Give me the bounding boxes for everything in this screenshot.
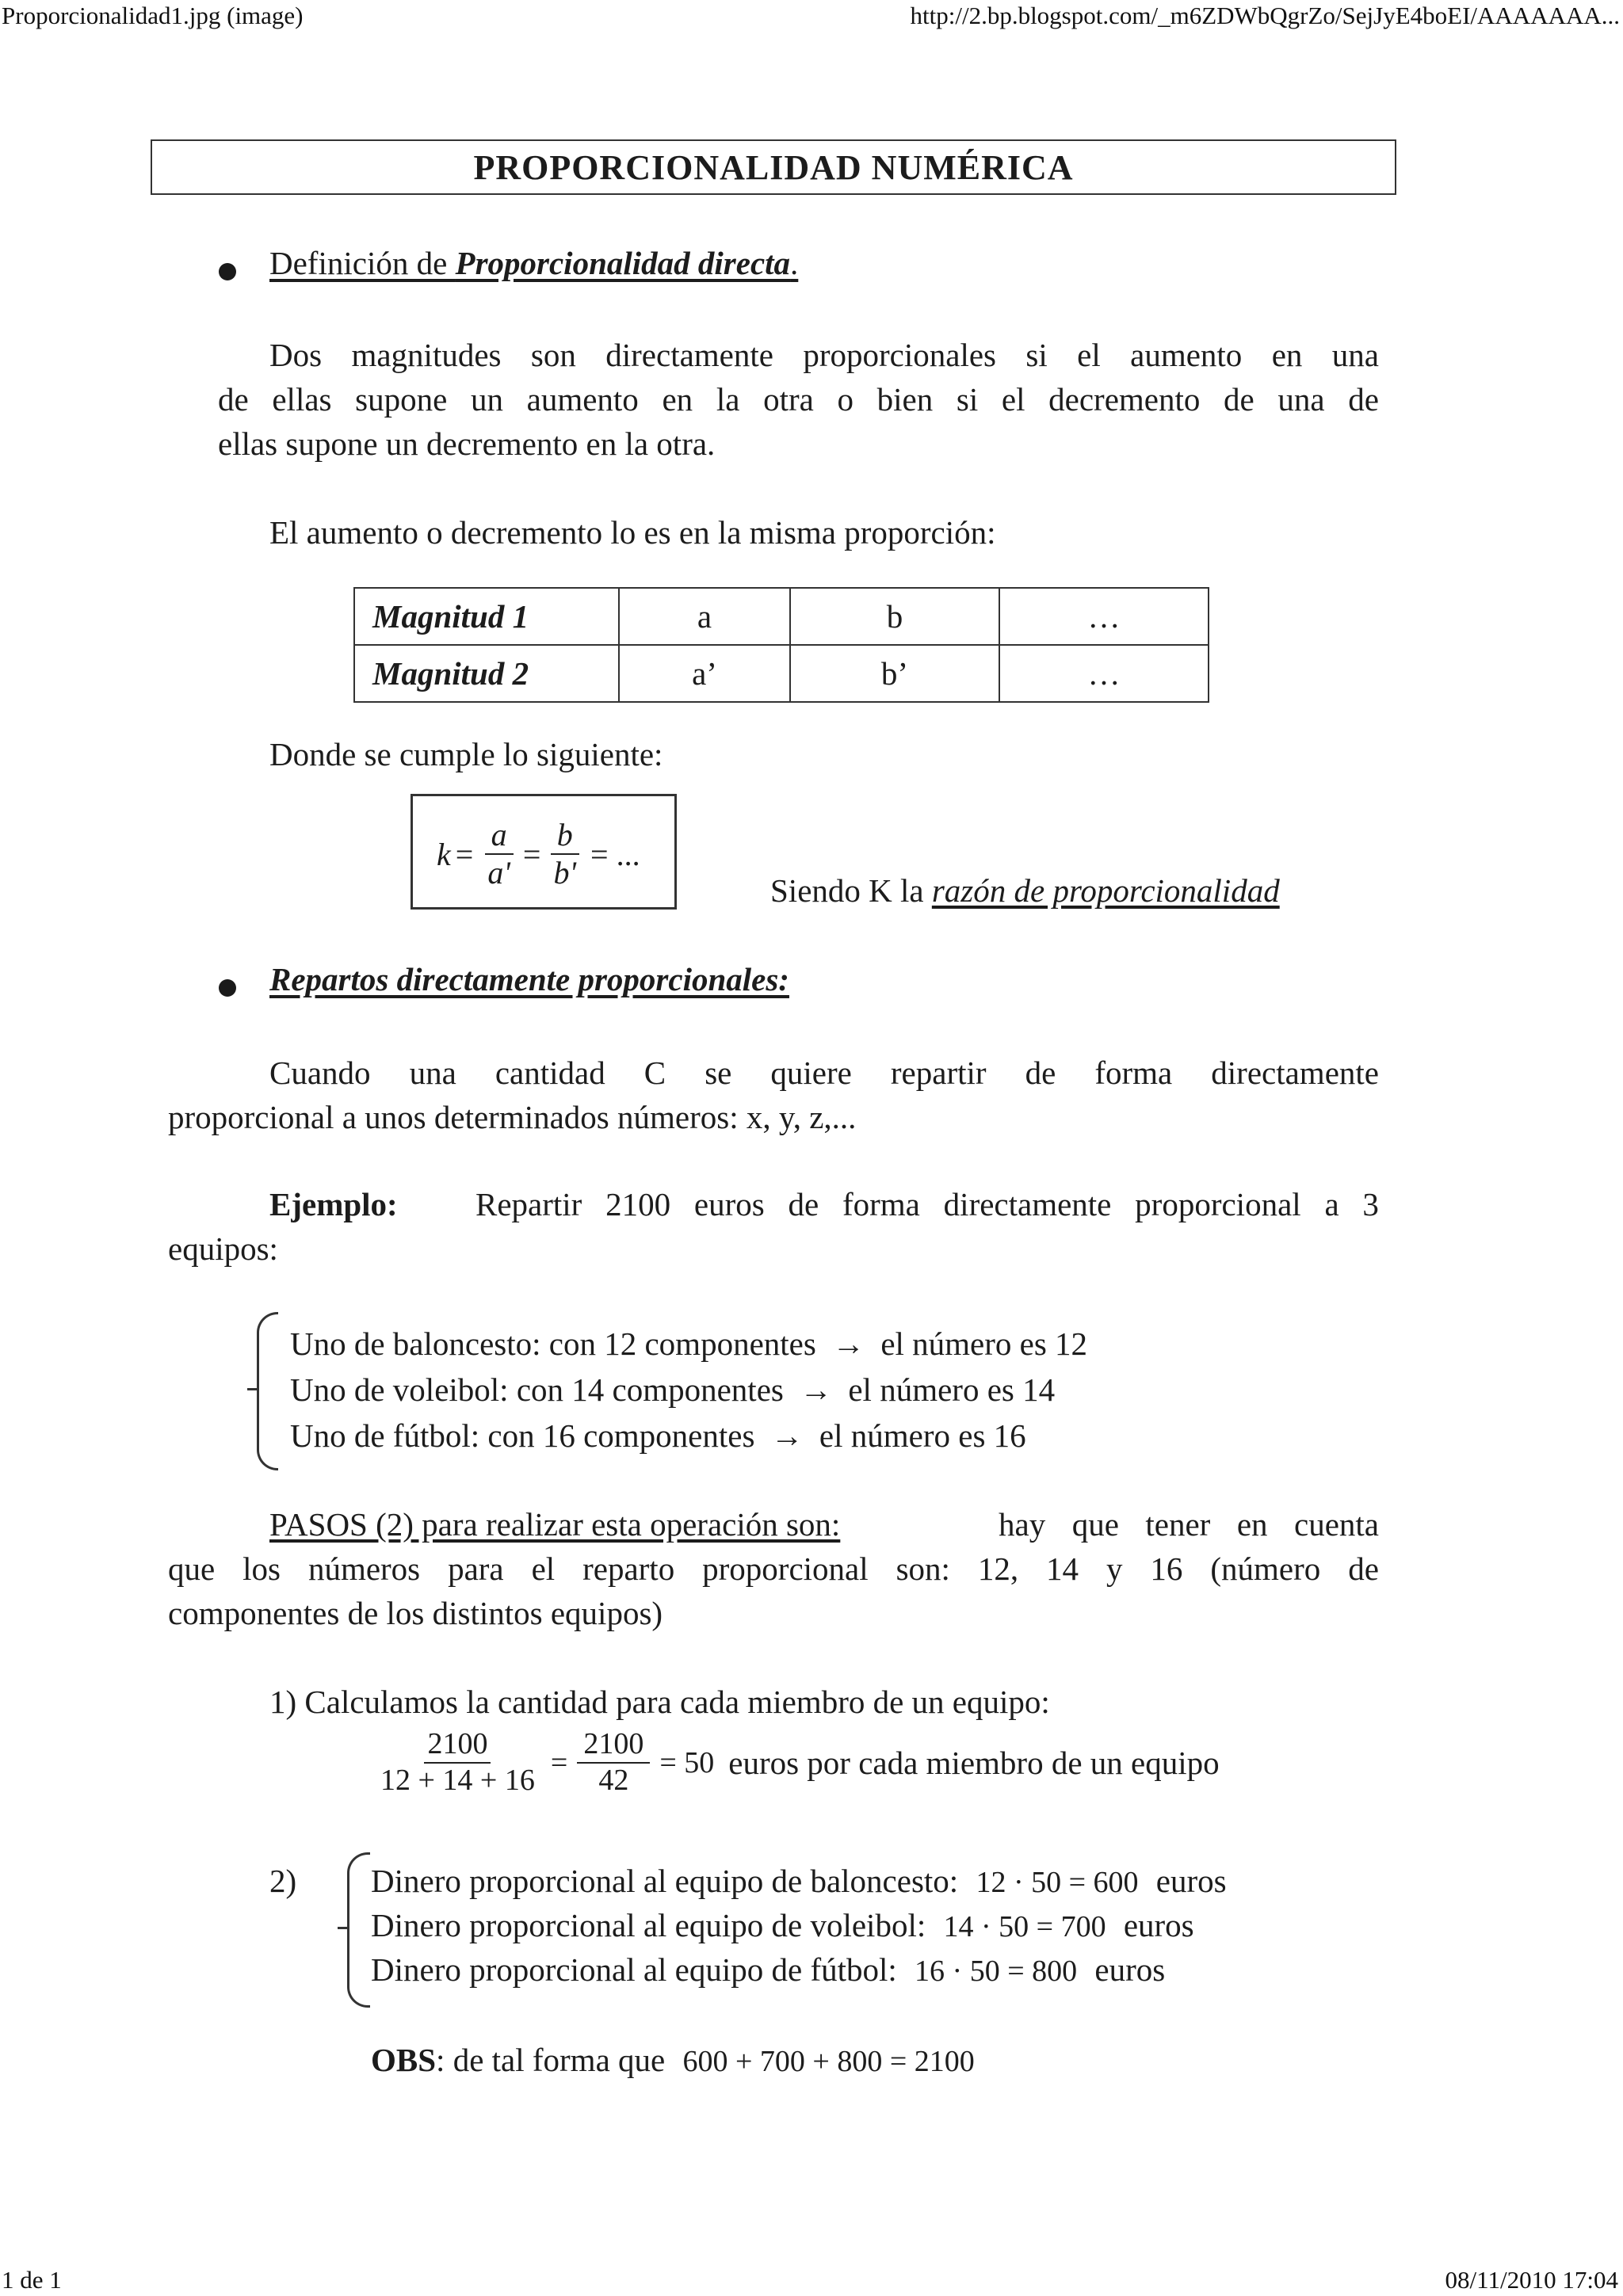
formula-numerator: b (551, 817, 579, 855)
obs-line (371, 2041, 975, 2079)
word: una (409, 1055, 456, 1091)
table-cell: … (999, 645, 1209, 702)
team-line-football (290, 1417, 1026, 1455)
word: Cuando (269, 1055, 371, 1091)
word: aumento (526, 381, 639, 418)
word: proporcionales (803, 337, 996, 373)
intro-line1 (269, 1054, 1379, 1092)
section1-heading-prefix: Definición de (269, 245, 456, 281)
section1-heading-suffix: . (790, 245, 799, 281)
left-brace (257, 1312, 278, 1470)
step1-result: = 50 (659, 1745, 715, 1779)
step1-numerator: 2100 (424, 1727, 491, 1764)
word: la (716, 381, 740, 418)
left-brace (347, 1852, 370, 2008)
team-line-volley (290, 1371, 1055, 1409)
word: se (705, 1055, 732, 1091)
step1-formula (371, 1727, 1220, 1798)
word: 14 (1046, 1550, 1079, 1587)
word: directamente (1211, 1055, 1379, 1091)
intro-line2: proporcional a unos determinados números: x, y, z,... (168, 1099, 857, 1135)
table-cell: … (999, 588, 1209, 645)
word: números (307, 1550, 421, 1587)
steps-label: PASOS (2) para realizar esta operación son: (269, 1506, 841, 1543)
word: ellas (272, 381, 332, 418)
bullet-icon (219, 979, 236, 997)
word: 12, (977, 1550, 1019, 1587)
table-row-label: Magnitud 2 (354, 645, 619, 702)
formula-fraction (547, 817, 582, 891)
word: para (448, 1550, 504, 1587)
word: son (530, 337, 576, 373)
team-line-basket (290, 1325, 1087, 1363)
magnitude-table (353, 587, 1209, 703)
word: reparto (582, 1550, 675, 1587)
word: son: (896, 1550, 950, 1587)
word: (número (1210, 1550, 1321, 1587)
formula-denominator: a' (487, 855, 510, 891)
word: euros (693, 1186, 765, 1222)
step2-line-volley (371, 1906, 1194, 1944)
word: hay (999, 1506, 1046, 1543)
word: otra (763, 381, 814, 418)
print-footer-left: 1 de 1 (2, 2266, 62, 2294)
steps-line1 (269, 1505, 1379, 1543)
word: y (1106, 1550, 1123, 1587)
word: de (218, 381, 249, 418)
word: el (1077, 337, 1101, 373)
word: en (662, 381, 693, 418)
example-line1 (269, 1185, 1379, 1223)
formula-k: k (437, 836, 451, 872)
word: de (1025, 1055, 1056, 1091)
step1-tail: euros por cada miembro de un equipo (728, 1744, 1220, 1781)
team-text: Uno de voleibol: con 14 componentes (290, 1371, 784, 1408)
word: 16 (1150, 1550, 1183, 1587)
condition-text: Donde se cumple lo siguiente: (269, 736, 663, 772)
obs-text: : de tal forma que (436, 2042, 666, 2078)
section2-heading: Repartos directamente proporcionales: (269, 961, 789, 997)
proportionality-formula (411, 794, 677, 910)
step1-numerator: 2100 (577, 1727, 650, 1764)
word: forma (842, 1186, 920, 1222)
word: quiere (770, 1055, 852, 1091)
obs-label: OBS (371, 2042, 437, 2078)
arrow-right-icon: → (770, 1417, 804, 1454)
word: decremento (1048, 381, 1201, 418)
word: de (1348, 381, 1379, 418)
word: forma (1094, 1055, 1173, 1091)
ratio-note (770, 871, 1280, 910)
word: supone (355, 381, 448, 418)
word: una (1277, 381, 1325, 418)
word: cantidad (495, 1055, 605, 1091)
step2-line-basket (371, 1862, 1227, 1900)
section1-heading-emph: Proporcionalidad directa (455, 245, 791, 281)
word: de (1348, 1550, 1379, 1587)
table-cell: a’ (619, 645, 790, 702)
step2-unit: euros (1155, 1863, 1227, 1899)
ratio-note-prefix: Siendo K la (770, 872, 932, 909)
arrow-right-icon: → (800, 1371, 833, 1408)
word: si (956, 381, 979, 418)
para2: El aumento o decremento lo es en la misma proporción: (269, 514, 996, 551)
table-row-label: Magnitud 1 (354, 588, 619, 645)
example-line2: equipos: (168, 1230, 278, 1267)
word: proporcional (702, 1550, 869, 1587)
step2-calc: 12 · 50 = 600 (976, 1866, 1139, 1899)
word: Dos (269, 337, 323, 373)
step2-label: 2) (269, 1863, 297, 1899)
word: de (788, 1186, 819, 1222)
formula-numerator: a (485, 817, 514, 855)
team-result: el número es 12 (880, 1325, 1088, 1362)
table-cell: b (790, 588, 999, 645)
table-cell: b’ (790, 645, 999, 702)
example-label: Ejemplo: (269, 1186, 398, 1222)
step2-unit: euros (1094, 1951, 1166, 1988)
print-footer-right: 08/11/2010 17:04 (1445, 2266, 1618, 2294)
word: a (1324, 1186, 1339, 1222)
step2-calc: 16 · 50 = 800 (915, 1955, 1078, 1988)
para1-line3: ellas supone un decremento en la otra. (218, 425, 716, 462)
team-result: el número es 14 (848, 1371, 1056, 1408)
word: un (470, 381, 503, 418)
word: una (1331, 337, 1379, 373)
word: directamente (605, 337, 773, 373)
word: repartir (890, 1055, 987, 1091)
word: aumento (1130, 337, 1243, 373)
para1-line1 (269, 336, 1379, 374)
word: los (242, 1550, 281, 1587)
formula-denominator: b' (553, 855, 577, 891)
step1-denominator: 42 (598, 1763, 629, 1797)
word: proporcional (1135, 1186, 1301, 1222)
steps-words (999, 1505, 1379, 1543)
word: C (643, 1055, 666, 1091)
table-cell: a (619, 588, 790, 645)
word: cuenta (1294, 1506, 1379, 1543)
step1-text: 1) Calculamos la cantidad para cada miembro de un equipo: (269, 1684, 1050, 1720)
word: Repartir (475, 1186, 582, 1222)
table-row (354, 588, 1209, 645)
word: si (1025, 337, 1048, 373)
obs-calc: 600 + 700 + 800 = 2100 (682, 2045, 975, 2078)
bullet-icon (219, 263, 236, 280)
step2-text: Dinero proporcional al equipo de voleibol: (371, 1907, 926, 1943)
para1-line2 (218, 380, 1379, 418)
word: de (1224, 381, 1254, 418)
word: magnitudes (351, 337, 502, 373)
team-text: Uno de baloncesto: con 12 componentes (290, 1325, 816, 1362)
team-text: Uno de fútbol: con 16 componentes (290, 1417, 755, 1454)
word: o (837, 381, 854, 418)
print-header-right: http://2.bp.blogspot.com/_m6ZDWbQgrZo/SejJyE4boEI/AAAAAAA... (910, 2, 1620, 29)
step1-fraction (577, 1727, 650, 1798)
ratio-note-term: razón de proporcionalidad (931, 872, 1280, 909)
step2-unit: euros (1123, 1907, 1194, 1943)
left-brace-tip (247, 1388, 258, 1390)
word: que (168, 1550, 216, 1587)
step2-line-football (371, 1951, 1165, 1989)
step1-fraction (374, 1727, 541, 1798)
step2-text: Dinero proporcional al equipo de baloncesto: (371, 1863, 959, 1899)
arrow-right-icon: → (832, 1325, 865, 1362)
table-row (354, 645, 1209, 702)
word: que (1071, 1506, 1119, 1543)
formula-tail: = ... (590, 836, 640, 872)
title-box (151, 139, 1396, 195)
word: directamente (943, 1186, 1112, 1222)
team-result: el número es 16 (819, 1417, 1026, 1454)
word: tener (1145, 1506, 1211, 1543)
steps-line2 (168, 1550, 1379, 1588)
formula-equals: = (522, 836, 541, 872)
left-brace-tip (338, 1927, 349, 1929)
formula-equals: = (455, 836, 474, 872)
formula-fraction (481, 817, 517, 891)
step2-text: Dinero proporcional al equipo de fútbol: (371, 1951, 897, 1988)
print-header-left: Proporcionalidad1.jpg (image) (2, 2, 304, 29)
page-title: PROPORCIONALIDAD NUMÉRICA (473, 147, 1074, 187)
word: 2100 (605, 1186, 671, 1222)
word: en (1271, 337, 1303, 373)
steps-line3: componentes de los distintos equipos) (168, 1595, 663, 1631)
word: en (1236, 1506, 1268, 1543)
word: bien (876, 381, 934, 418)
word: el (531, 1550, 556, 1587)
section1-heading (269, 244, 798, 282)
step1-equals: = (550, 1745, 568, 1779)
step2-calc: 14 · 50 = 700 (943, 1910, 1106, 1943)
word: 3 (1362, 1186, 1379, 1222)
example-words (475, 1185, 1379, 1223)
step1-denominator: 12 + 14 + 16 (380, 1763, 535, 1797)
word: el (1001, 381, 1025, 418)
